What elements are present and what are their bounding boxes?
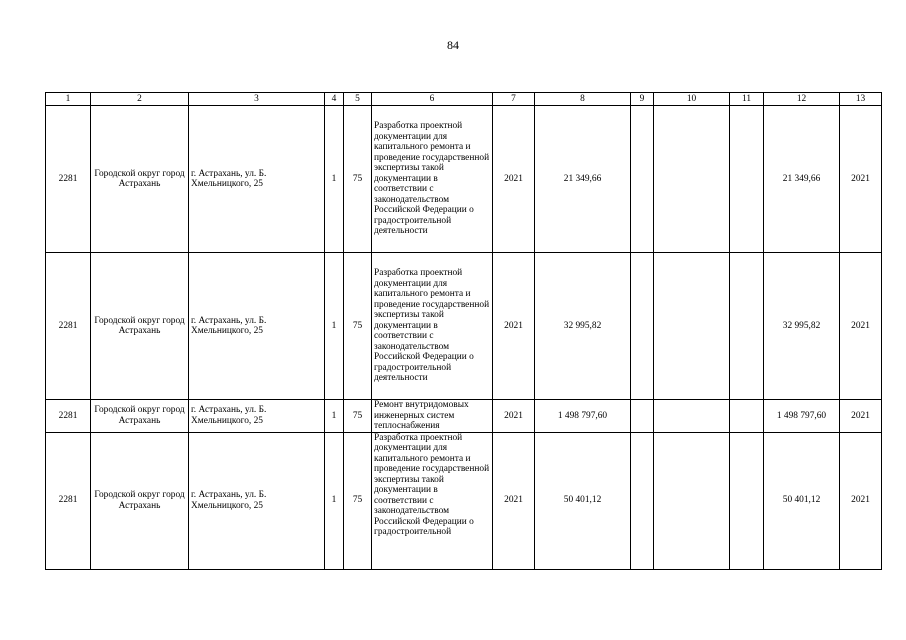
- cell-col12: 32 995,82: [764, 253, 840, 400]
- cell-col13: 2021: [840, 253, 882, 400]
- col-header-3: 3: [189, 93, 325, 106]
- cell-total-cost: 32 995,82: [535, 253, 631, 400]
- cell-id: 2281: [46, 400, 91, 433]
- cell-col10: [654, 432, 730, 569]
- table-row: [46, 106, 882, 253]
- col-header-2: 2: [91, 93, 189, 106]
- col-header-12: 12: [764, 93, 840, 106]
- cell-work-type: [372, 432, 493, 569]
- col-header-9: 9: [631, 93, 654, 106]
- cell-col11: [730, 400, 764, 433]
- col-header-11: 11: [730, 93, 764, 106]
- cell-col9: [631, 106, 654, 253]
- cell-id: 2281: [46, 253, 91, 400]
- col-header-13: 13: [840, 93, 882, 106]
- cell-total-cost: 50 401,12: [535, 432, 631, 569]
- col-header-5: 5: [344, 93, 372, 106]
- col-header-10: 10: [654, 93, 730, 106]
- cell-year: 2021: [493, 253, 535, 400]
- cell-municipality: Городской округ город Астрахань: [91, 253, 189, 400]
- cell-col5: 75: [344, 253, 372, 400]
- cell-address: г. Астрахань, ул. Б. Хмельницкого, 25: [189, 432, 325, 569]
- cell-col9: [631, 400, 654, 433]
- cell-work-type-text: Разработка проектной документации для капитального ремонта и проведение государственной экспертизы такой документации в соответствии с законодательством Российской Федерации о градостроительной: [374, 432, 490, 537]
- table-row: [46, 432, 882, 569]
- cell-year: 2021: [493, 106, 535, 253]
- cell-year: 2021: [493, 400, 535, 433]
- cell-work-type: Разработка проектной документации для капитального ремонта и проведение государственной экспертизы такой документации в соответствии с законодательством Российской Федерации о градостроительной деятельности: [372, 253, 493, 400]
- table-row: [46, 253, 882, 400]
- cell-col4: 1: [325, 432, 344, 569]
- header-row: [46, 93, 882, 106]
- cell-col12: 21 349,66: [764, 106, 840, 253]
- cell-address: г. Астрахань, ул. Б. Хмельницкого, 25: [189, 400, 325, 433]
- cell-col12: 50 401,12: [764, 432, 840, 569]
- cell-total-cost: 21 349,66: [535, 106, 631, 253]
- col-header-4: 4: [325, 93, 344, 106]
- cell-col13: 2021: [840, 400, 882, 433]
- cell-col11: [730, 432, 764, 569]
- cell-municipality: Городской округ город Астрахань: [91, 106, 189, 253]
- cell-address: г. Астрахань, ул. Б. Хмельницкого, 25: [189, 253, 325, 400]
- cell-year: 2021: [493, 432, 535, 569]
- cell-total-cost: 1 498 797,60: [535, 400, 631, 433]
- cell-col9: [631, 432, 654, 569]
- cell-municipality: Городской округ город Астрахань: [91, 432, 189, 569]
- col-header-1: 1: [46, 93, 91, 106]
- cell-col11: [730, 253, 764, 400]
- table-row: [46, 400, 882, 433]
- cell-col9: [631, 253, 654, 400]
- col-header-7: 7: [493, 93, 535, 106]
- col-header-6: 6: [372, 93, 493, 106]
- cell-work-type: Ремонт внутридомовых инженерных систем теплоснабжения: [372, 400, 493, 433]
- cell-col5: 75: [344, 106, 372, 253]
- cell-col4: 1: [325, 400, 344, 433]
- col-header-8: 8: [535, 93, 631, 106]
- cell-work-type: Разработка проектной документации для капитального ремонта и проведение государственной экспертизы такой документации в соответствии с законодательством Российской Федерации о градостроительной деятельности: [372, 106, 493, 253]
- cell-col12: 1 498 797,60: [764, 400, 840, 433]
- cell-col5: 75: [344, 400, 372, 433]
- cell-address: г. Астрахань, ул. Б. Хмельницкого, 25: [189, 106, 325, 253]
- cell-col4: 1: [325, 253, 344, 400]
- cell-col10: [654, 106, 730, 253]
- page-number: 84: [447, 38, 459, 52]
- cell-col10: [654, 253, 730, 400]
- cell-municipality: Городской округ город Астрахань: [91, 400, 189, 433]
- cell-col5: 75: [344, 432, 372, 569]
- cell-col10: [654, 400, 730, 433]
- cell-col13: 2021: [840, 106, 882, 253]
- cell-col13: 2021: [840, 432, 882, 569]
- cell-id: 2281: [46, 106, 91, 253]
- cell-col11: [730, 106, 764, 253]
- cell-col4: 1: [325, 106, 344, 253]
- cell-id: 2281: [46, 432, 91, 569]
- register-table: [45, 92, 882, 570]
